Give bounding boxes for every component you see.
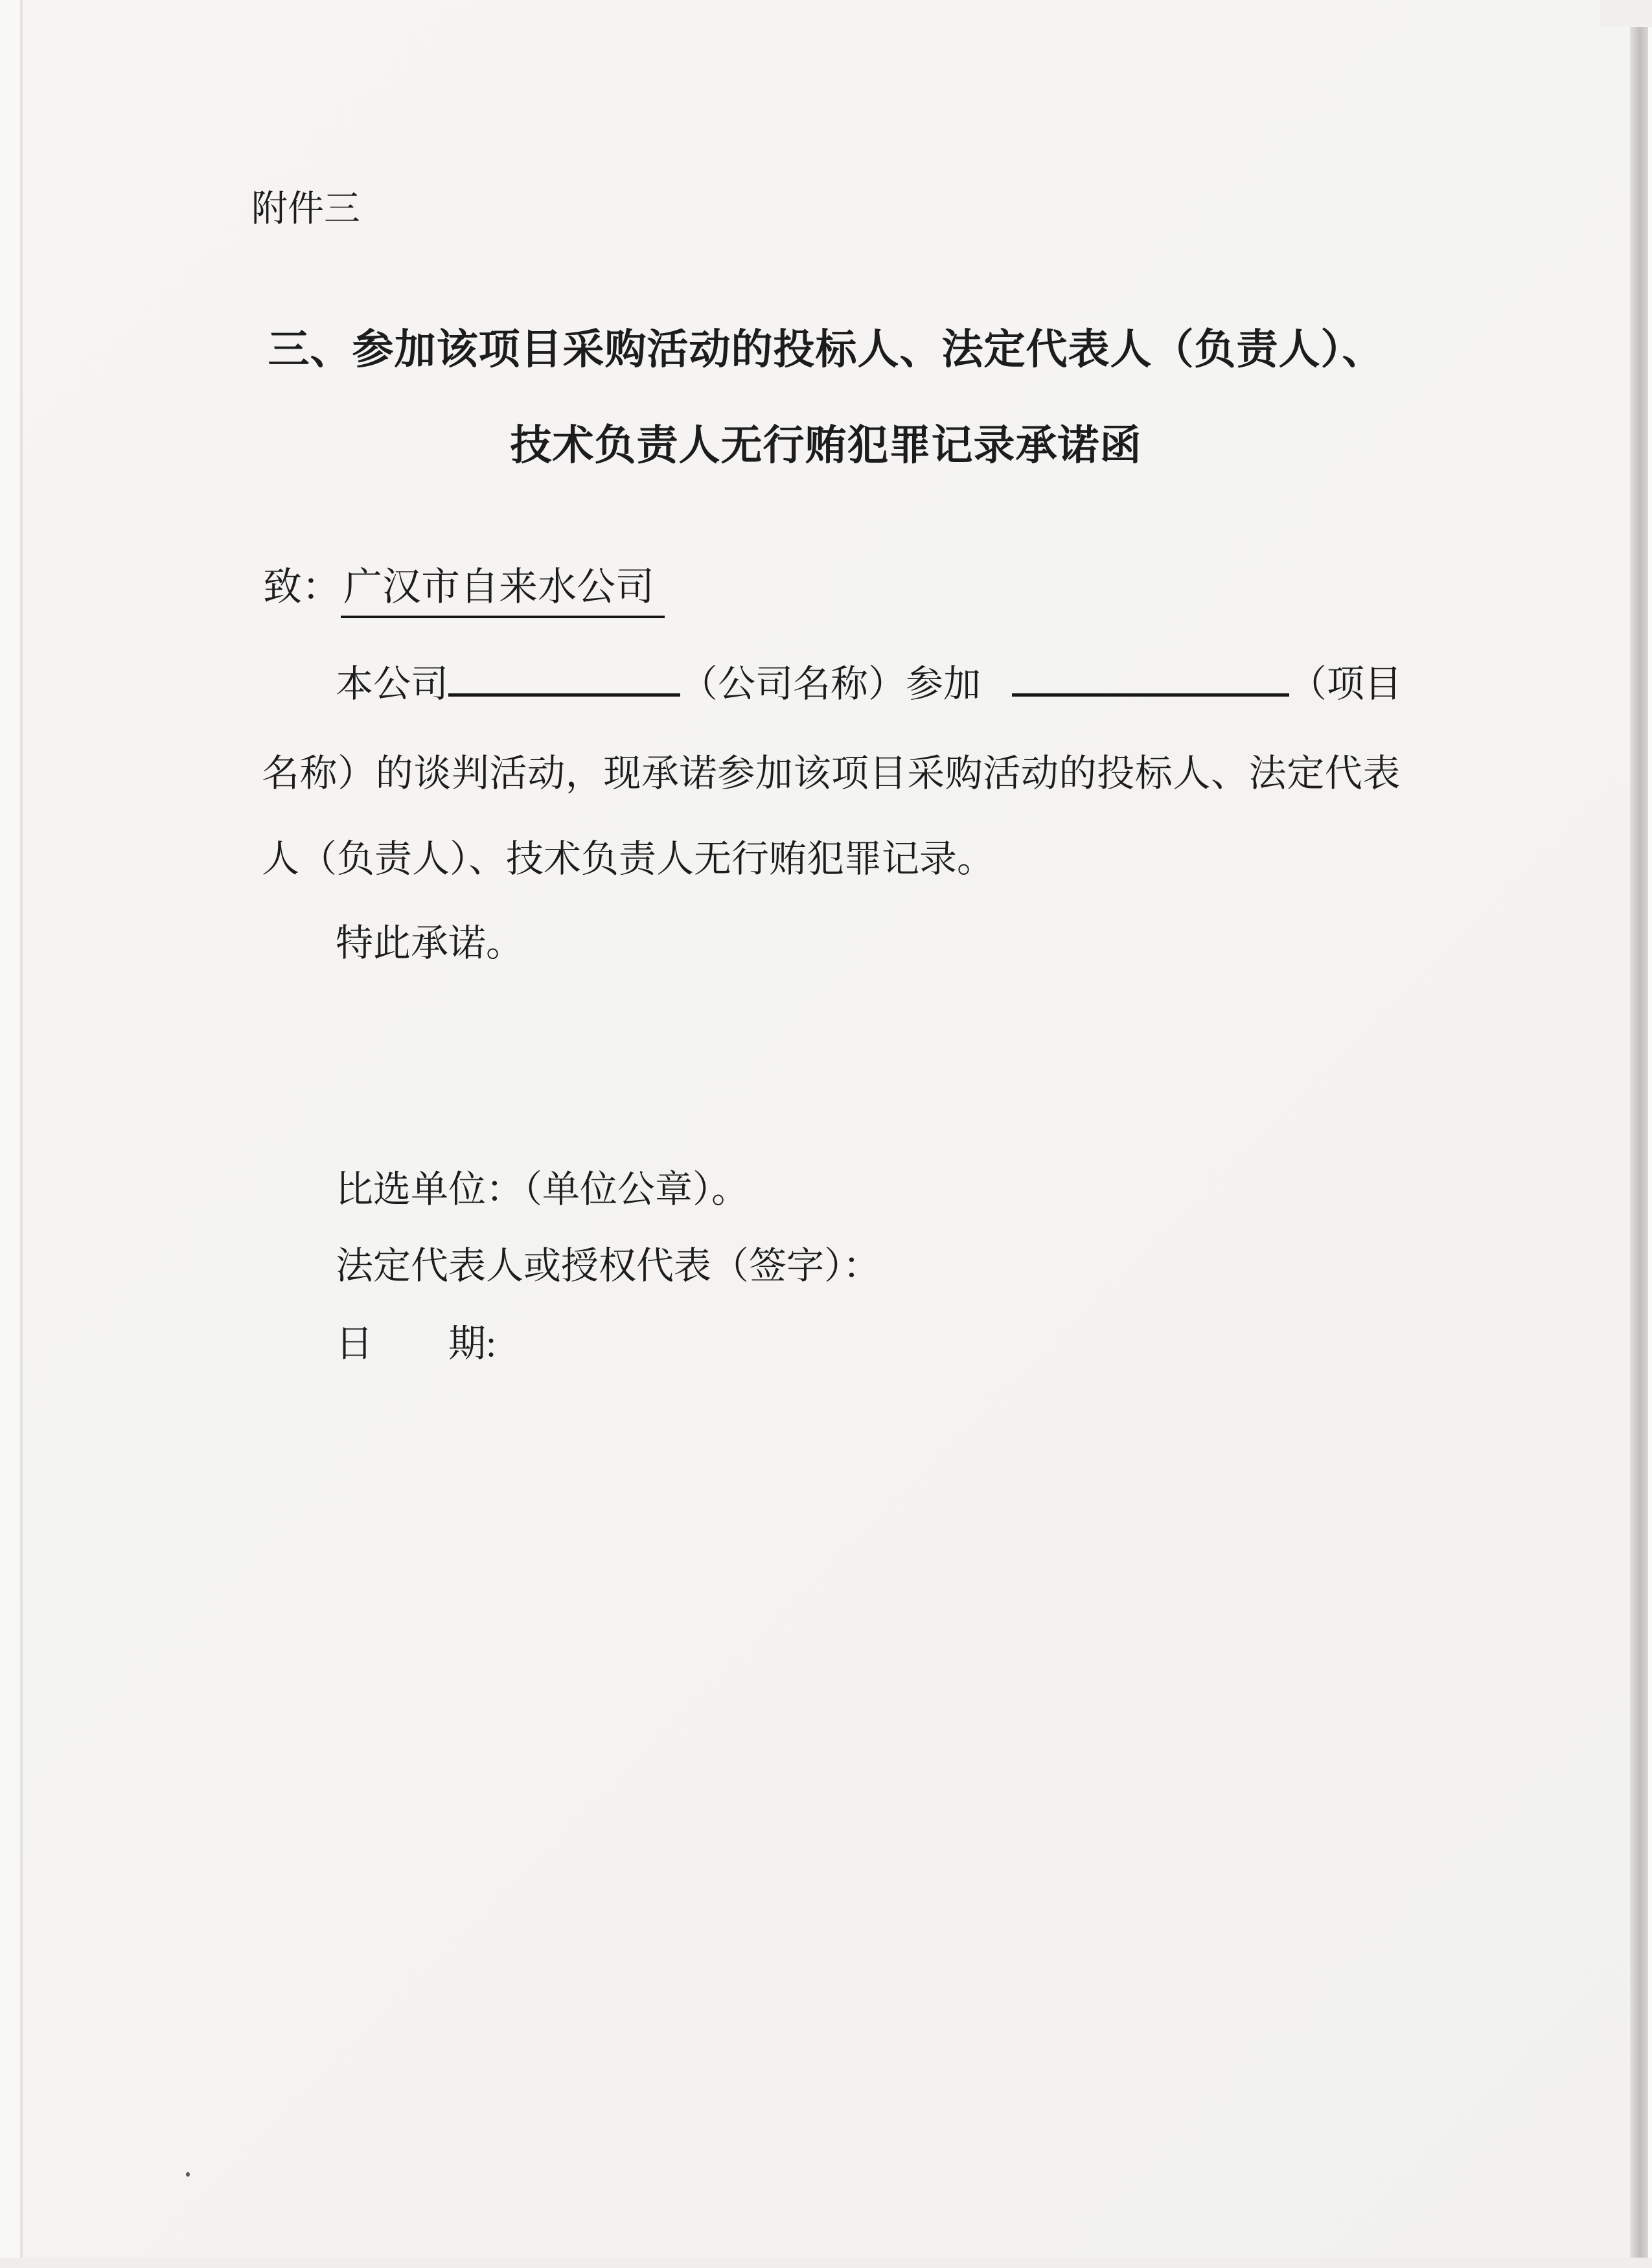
signature-date-line: 日 期: [336,1323,497,1365]
project-name-blank-line [1012,660,1289,697]
attachment-label: 附件三 [251,189,360,229]
recipient-name-underlined: 广汉市自来水公司 [341,556,665,618]
document-title-line2: 技术负责人无行贿犯罪记录承诺函 [510,422,1142,469]
commitment-statement: 特此承诺。 [336,922,524,964]
scan-dust-speck [186,2172,190,2177]
paragraph-line-3: 人（负责人）、技术负责人无行贿犯罪记录。 [262,838,995,880]
salutation-line [263,556,665,618]
paragraph-line1-seg3: （项目 [1289,663,1403,705]
page-bottom-edge [0,2258,1652,2268]
signature-unit-line: 比选单位：（单位公章）。 [336,1168,750,1210]
salutation-prefix: 致： [263,566,341,608]
paragraph-line-1 [336,653,1402,708]
company-name-blank-line [448,660,680,697]
paragraph-line-2: 名称）的谈判活动，现承诺参加该项目采购活动的投标人、法定代表 [262,752,1401,794]
page-top-right-corner [1600,0,1652,27]
paragraph-line1-seg2: （公司名称）参加 [680,663,981,705]
signature-representative-line: 法定代表人或授权代表（签字）： [336,1245,881,1287]
paragraph-line1-seg1: 本公司 [336,663,449,705]
document-title-line1: 三、参加该项目采购活动的投标人、法定代表人（负责人）、 [268,327,1384,373]
